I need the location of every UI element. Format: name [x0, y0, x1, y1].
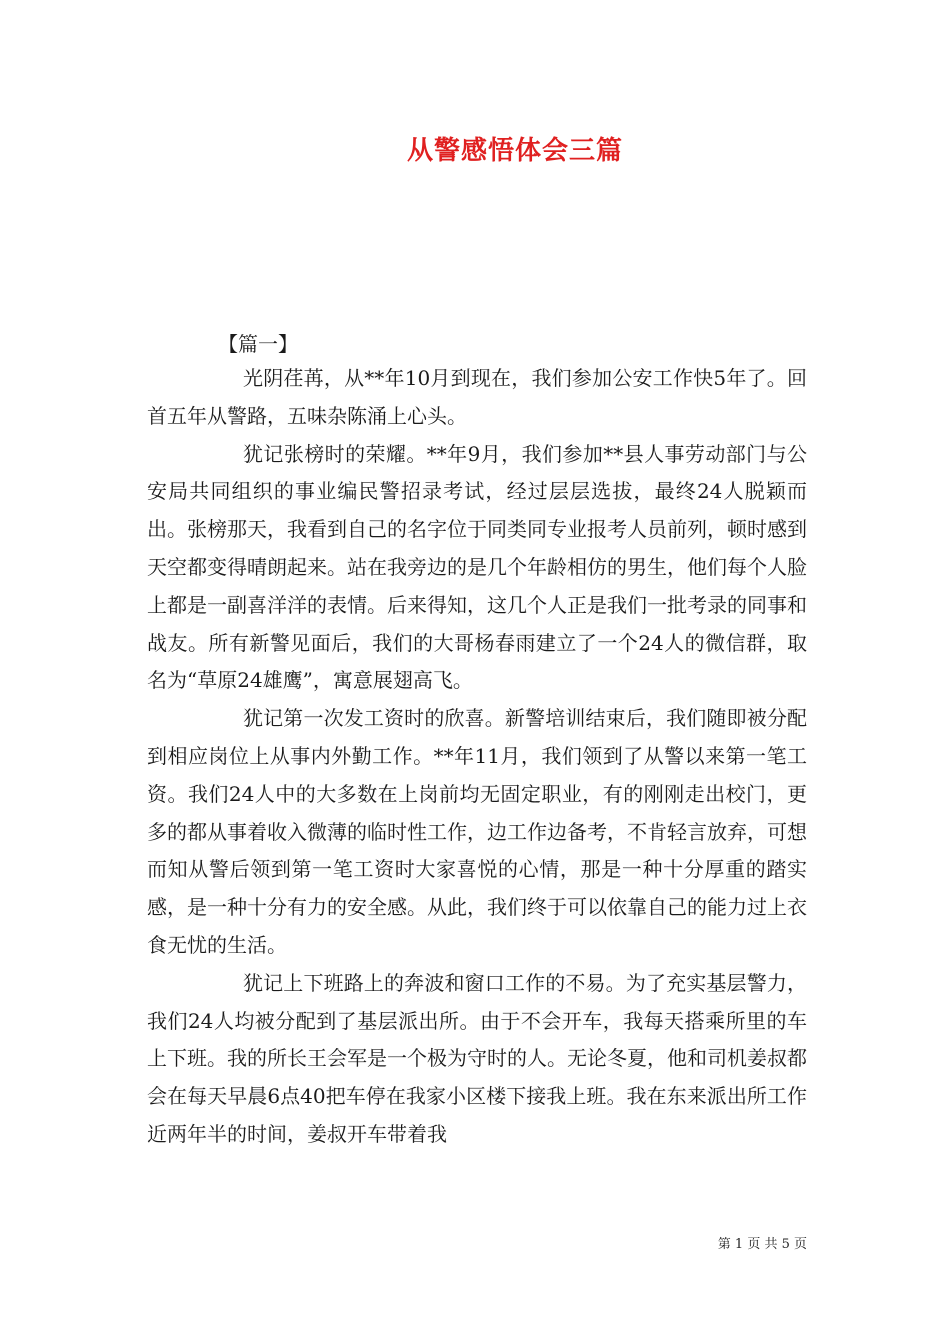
section-label: 【篇一】: [218, 332, 298, 356]
page-number: 第 1 页 共 5 页: [717, 1237, 807, 1252]
document-title: 从警感悟体会三篇: [406, 136, 623, 166]
paragraph: 犹记上下班路上的奔波和窗口工作的不易。为了充实基层警力，我们24人均被分配到了基层派出所。由于不会开车，我每天搭乘所里的车上下班。我的所长王会军是一个极为守时的人。无论冬夏，他和司机姜叔都会在每天早晨6点40把车停在我家小区楼下接我上班。我在东来派出所工作近两年半的时间，姜叔开车带着我: [147, 970, 807, 1146]
document-body: [147, 360, 807, 1154]
paragraph: 犹记第一次发工资时的欣喜。新警培训结束后，我们随即被分配到相应岗位上从事内外勤工作。**年11月，我们领到了从警以来第一笔工资。我们24人中的大多数在上岗前均无固定职业，有的刚刚走出校门，更多的都从事着收入微薄的临时性工作，边工作边备考，不肯轻言放弃，可想而知从警后领到第一笔工资时大家喜悦的心情，那是一种十分厚重的踏实感，是一种十分有力的安全感。从此，我们终于可以依靠自己的能力过上衣食无忧的生活。: [147, 706, 807, 957]
paragraph: 光阴荏苒，从**年10月到现在，我们参加公安工作快5年了。回首五年从警路，五味杂陈涌上心头。: [147, 366, 807, 428]
paragraph: 犹记张榜时的荣耀。**年9月，我们参加**县人事劳动部门与公安局共同组织的事业编民警招录考试，经过层层选拔，最终24人脱颖而出。张榜那天，我看到自己的名字位于同类同专业报考人员前列，顿时感到天空都变得晴朗起来。站在我旁边的是几个年龄相仿的男生，他们每个人脸上都是一副喜洋洋的表情。后来得知，这几个人正是我们一批考录的同事和战友。所有新警见面后，我们的大哥杨春雨建立了一个24人的微信群，取名为“草原24雄鹰”，寓意展翅高飞。: [147, 441, 807, 693]
